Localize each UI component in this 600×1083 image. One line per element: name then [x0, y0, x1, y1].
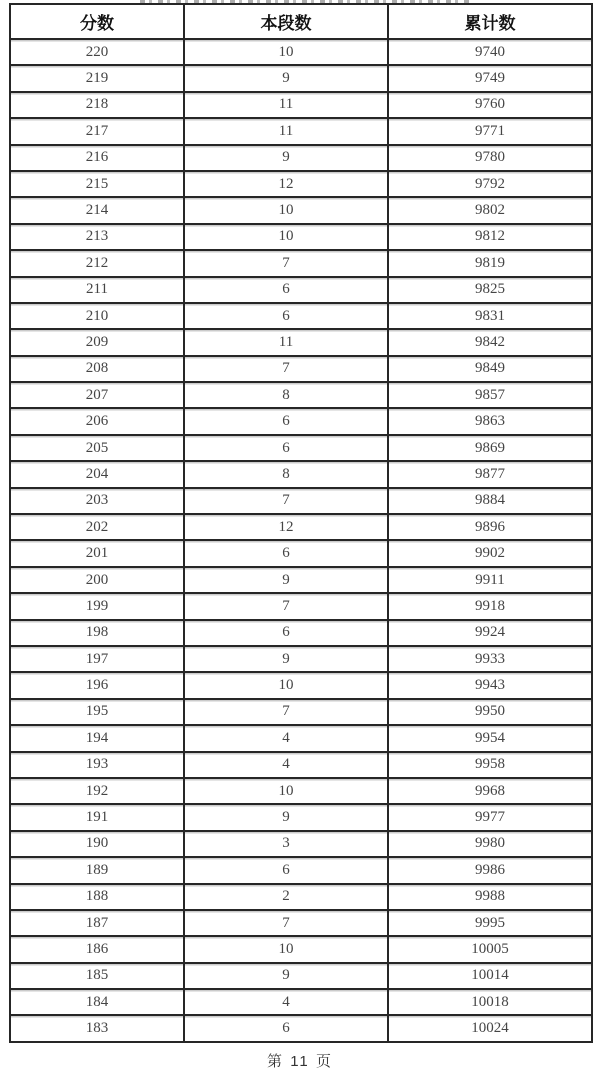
table-row — [10, 672, 592, 698]
cumulative-count-cell: 9933 — [388, 646, 592, 672]
table-row — [10, 329, 592, 355]
score-cell: 191 — [10, 804, 184, 830]
score-cell: 203 — [10, 488, 184, 514]
score-cell: 215 — [10, 171, 184, 197]
score-cell: 209 — [10, 329, 184, 355]
score-cell: 200 — [10, 567, 184, 593]
cumulative-count-cell: 9819 — [388, 250, 592, 276]
table-row — [10, 250, 592, 276]
score-cell: 205 — [10, 435, 184, 461]
cumulative-count-cell: 9943 — [388, 672, 592, 698]
score-cell: 190 — [10, 831, 184, 857]
cumulative-count-cell: 9924 — [388, 620, 592, 646]
cumulative-count-cell: 9740 — [388, 39, 592, 65]
cumulative-count-cell: 9780 — [388, 145, 592, 171]
score-cell: 202 — [10, 514, 184, 540]
cumulative-count-cell: 9812 — [388, 224, 592, 250]
cumulative-count-cell: 10018 — [388, 989, 592, 1015]
segment-count-cell: 9 — [184, 646, 388, 672]
segment-count-cell: 6 — [184, 540, 388, 566]
table-row — [10, 884, 592, 910]
table-row — [10, 778, 592, 804]
segment-count-cell: 6 — [184, 1015, 388, 1041]
column-header-cumulative-count: 累计数 — [388, 4, 592, 39]
score-cell: 199 — [10, 593, 184, 619]
cumulative-count-cell: 9950 — [388, 699, 592, 725]
table-row — [10, 197, 592, 223]
cumulative-count-cell: 9995 — [388, 910, 592, 936]
table-row — [10, 752, 592, 778]
segment-count-cell: 11 — [184, 329, 388, 355]
cumulative-count-cell: 9986 — [388, 857, 592, 883]
score-cell: 198 — [10, 620, 184, 646]
table-row — [10, 857, 592, 883]
score-cell: 197 — [10, 646, 184, 672]
cumulative-count-cell: 9831 — [388, 303, 592, 329]
table-row — [10, 435, 592, 461]
segment-count-cell: 6 — [184, 435, 388, 461]
score-cell: 188 — [10, 884, 184, 910]
table-row — [10, 699, 592, 725]
table-row — [10, 408, 592, 434]
cumulative-count-cell: 9980 — [388, 831, 592, 857]
table-row — [10, 804, 592, 830]
segment-count-cell: 12 — [184, 514, 388, 540]
cumulative-count-cell: 9842 — [388, 329, 592, 355]
score-cell: 186 — [10, 936, 184, 962]
segment-count-cell: 9 — [184, 65, 388, 91]
segment-count-cell: 3 — [184, 831, 388, 857]
score-cell: 212 — [10, 250, 184, 276]
cumulative-count-cell: 9988 — [388, 884, 592, 910]
segment-count-cell: 10 — [184, 778, 388, 804]
table-row — [10, 989, 592, 1015]
segment-count-cell: 9 — [184, 804, 388, 830]
segment-count-cell: 10 — [184, 197, 388, 223]
score-cell: 219 — [10, 65, 184, 91]
table-row — [10, 910, 592, 936]
segment-count-cell: 4 — [184, 725, 388, 751]
score-cell: 217 — [10, 118, 184, 144]
table-row — [10, 39, 592, 65]
table-row — [10, 488, 592, 514]
score-cell: 183 — [10, 1015, 184, 1041]
score-cell: 201 — [10, 540, 184, 566]
table-row — [10, 936, 592, 962]
table-header-row — [10, 4, 592, 39]
table-row — [10, 1015, 592, 1041]
segment-count-cell: 11 — [184, 92, 388, 118]
segment-count-cell: 7 — [184, 250, 388, 276]
segment-count-cell: 7 — [184, 488, 388, 514]
table-row — [10, 593, 592, 619]
table-row — [10, 963, 592, 989]
table-row — [10, 382, 592, 408]
score-cell: 196 — [10, 672, 184, 698]
score-cell: 210 — [10, 303, 184, 329]
table-row — [10, 65, 592, 91]
score-cell: 206 — [10, 408, 184, 434]
segment-count-cell: 7 — [184, 699, 388, 725]
cumulative-count-cell: 9896 — [388, 514, 592, 540]
score-cell: 214 — [10, 197, 184, 223]
cumulative-count-cell: 10024 — [388, 1015, 592, 1041]
score-cell: 220 — [10, 39, 184, 65]
segment-count-cell: 10 — [184, 936, 388, 962]
score-cell: 193 — [10, 752, 184, 778]
score-cell: 192 — [10, 778, 184, 804]
segment-count-cell: 8 — [184, 382, 388, 408]
cumulative-count-cell: 9911 — [388, 567, 592, 593]
table-row — [10, 224, 592, 250]
table-row — [10, 620, 592, 646]
cumulative-count-cell: 9792 — [388, 171, 592, 197]
segment-count-cell: 9 — [184, 145, 388, 171]
cumulative-count-cell: 9749 — [388, 65, 592, 91]
cumulative-count-cell: 10005 — [388, 936, 592, 962]
segment-count-cell: 10 — [184, 224, 388, 250]
segment-count-cell: 4 — [184, 989, 388, 1015]
score-cell: 187 — [10, 910, 184, 936]
segment-count-cell: 9 — [184, 963, 388, 989]
cumulative-count-cell: 9760 — [388, 92, 592, 118]
score-cell: 213 — [10, 224, 184, 250]
cumulative-count-cell: 9863 — [388, 408, 592, 434]
table-row — [10, 461, 592, 487]
cumulative-count-cell: 9849 — [388, 356, 592, 382]
table-row — [10, 831, 592, 857]
cumulative-count-cell: 9884 — [388, 488, 592, 514]
table-row — [10, 725, 592, 751]
cumulative-count-cell: 9918 — [388, 593, 592, 619]
table-row — [10, 171, 592, 197]
segment-count-cell: 6 — [184, 857, 388, 883]
cumulative-count-cell: 9968 — [388, 778, 592, 804]
segment-count-cell: 10 — [184, 672, 388, 698]
segment-count-cell: 11 — [184, 118, 388, 144]
cumulative-count-cell: 9802 — [388, 197, 592, 223]
table-body — [10, 39, 592, 1042]
score-cell: 208 — [10, 356, 184, 382]
segment-count-cell: 6 — [184, 277, 388, 303]
cumulative-count-cell: 9958 — [388, 752, 592, 778]
table-row — [10, 356, 592, 382]
segment-count-cell: 6 — [184, 408, 388, 434]
table-row — [10, 118, 592, 144]
cumulative-count-cell: 9825 — [388, 277, 592, 303]
segment-count-cell: 6 — [184, 620, 388, 646]
score-distribution-table — [9, 3, 593, 1043]
segment-count-cell: 7 — [184, 593, 388, 619]
table-row — [10, 646, 592, 672]
cumulative-count-cell: 9902 — [388, 540, 592, 566]
table-row — [10, 145, 592, 171]
score-cell: 185 — [10, 963, 184, 989]
segment-count-cell: 8 — [184, 461, 388, 487]
score-cell: 207 — [10, 382, 184, 408]
column-header-score: 分数 — [10, 4, 184, 39]
table-row — [10, 540, 592, 566]
table-row — [10, 514, 592, 540]
table-row — [10, 303, 592, 329]
segment-count-cell: 10 — [184, 39, 388, 65]
score-cell: 195 — [10, 699, 184, 725]
column-header-segment-count: 本段数 — [184, 4, 388, 39]
score-cell: 189 — [10, 857, 184, 883]
score-cell: 204 — [10, 461, 184, 487]
cumulative-count-cell: 9771 — [388, 118, 592, 144]
segment-count-cell: 12 — [184, 171, 388, 197]
score-cell: 218 — [10, 92, 184, 118]
score-cell: 184 — [10, 989, 184, 1015]
score-cell: 194 — [10, 725, 184, 751]
table-row — [10, 567, 592, 593]
score-cell: 211 — [10, 277, 184, 303]
cumulative-count-cell: 9977 — [388, 804, 592, 830]
score-cell: 216 — [10, 145, 184, 171]
cumulative-count-cell: 9877 — [388, 461, 592, 487]
segment-count-cell: 6 — [184, 303, 388, 329]
page-number-footer: 第 11 页 — [267, 1053, 333, 1070]
segment-count-cell: 9 — [184, 567, 388, 593]
cumulative-count-cell: 9857 — [388, 382, 592, 408]
table-row — [10, 277, 592, 303]
cumulative-count-cell: 9869 — [388, 435, 592, 461]
segment-count-cell: 2 — [184, 884, 388, 910]
cumulative-count-cell: 10014 — [388, 963, 592, 989]
table-row — [10, 92, 592, 118]
cumulative-count-cell: 9954 — [388, 725, 592, 751]
segment-count-cell: 7 — [184, 356, 388, 382]
segment-count-cell: 4 — [184, 752, 388, 778]
segment-count-cell: 7 — [184, 910, 388, 936]
